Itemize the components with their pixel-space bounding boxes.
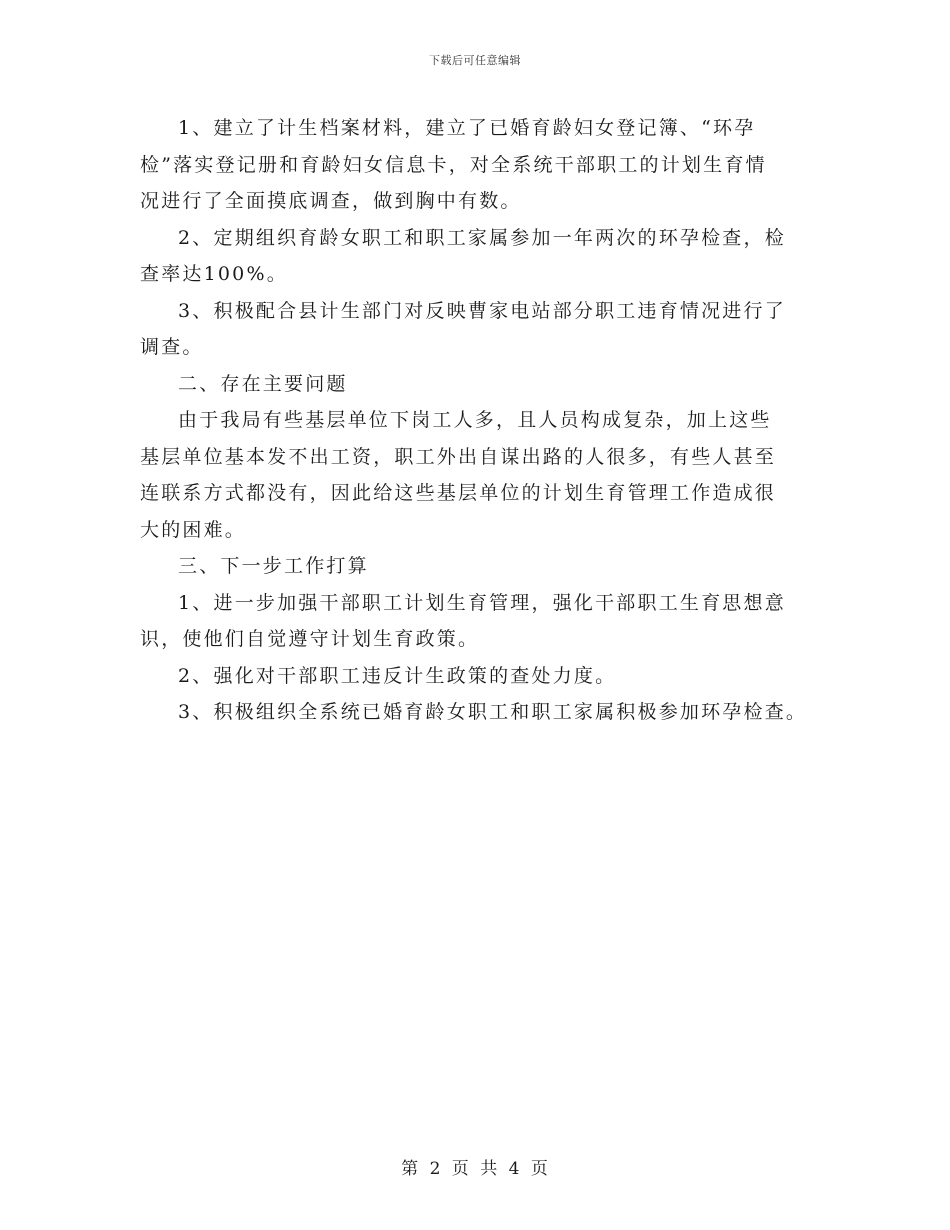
- paragraph: [140, 658, 830, 695]
- paragraph-line: 识，使他们自觉遵守计划生育政策。: [140, 628, 480, 650]
- paragraph-line: 3、积极组织全系统已婚育龄女职工和职工家属积极参加环孕检查。: [178, 701, 808, 723]
- paragraph: [140, 110, 830, 220]
- paragraph-line: 1、进一步加强干部职工计划生育管理，强化干部职工生育思想意: [178, 591, 786, 614]
- paragraph-line: 1、建立了计生档案材料，建立了已婚育龄妇女登记簿、“环孕: [178, 117, 756, 139]
- document-body: [140, 110, 830, 731]
- paragraph-line: 连联系方式都没有，因此给这些基层单位的计划生育管理工作造成很: [140, 482, 777, 504]
- paragraph-line: 大的困难。: [140, 518, 247, 541]
- paragraph: [140, 402, 830, 548]
- section-heading-text: 三、下一步工作打算: [178, 555, 369, 577]
- paragraph-line: 2、定期组织育龄女职工和职工家属参加一年两次的环孕检查，检: [178, 226, 786, 249]
- section-heading: [140, 366, 830, 403]
- paragraph: [140, 293, 830, 366]
- paragraph-line: 查率达100%。: [140, 263, 288, 285]
- paragraph-line: 检”落实登记册和育龄妇女信息卡，对全系统干部职工的计划生育情: [140, 153, 767, 176]
- page-header: 下载后可任意编辑: [429, 54, 521, 67]
- page-number: 第 2 页 共 4 页: [401, 1159, 549, 1179]
- paragraph: [140, 694, 830, 731]
- section-heading-text: 二、存在主要问题: [178, 372, 348, 395]
- paragraph-line: 调查。: [140, 336, 204, 358]
- paragraph: [140, 585, 830, 658]
- paragraph-line: 3、积极配合县计生部门对反映曹家电站部分职工违育情况进行了: [178, 299, 786, 322]
- paragraph-line: 由于我局有些基层单位下岗工人多，且人员构成复杂，加上这些: [178, 409, 772, 431]
- paragraph-line: 2、强化对干部职工违反计生政策的查处力度。: [178, 664, 617, 687]
- paragraph-line: 况进行了全面摸底调查，做到胸中有数。: [140, 190, 522, 212]
- paragraph-line: 基层单位基本发不出工资，职工外出自谋出路的人很多，有些人甚至: [140, 445, 777, 468]
- paragraph: [140, 220, 830, 293]
- section-heading: [140, 548, 830, 585]
